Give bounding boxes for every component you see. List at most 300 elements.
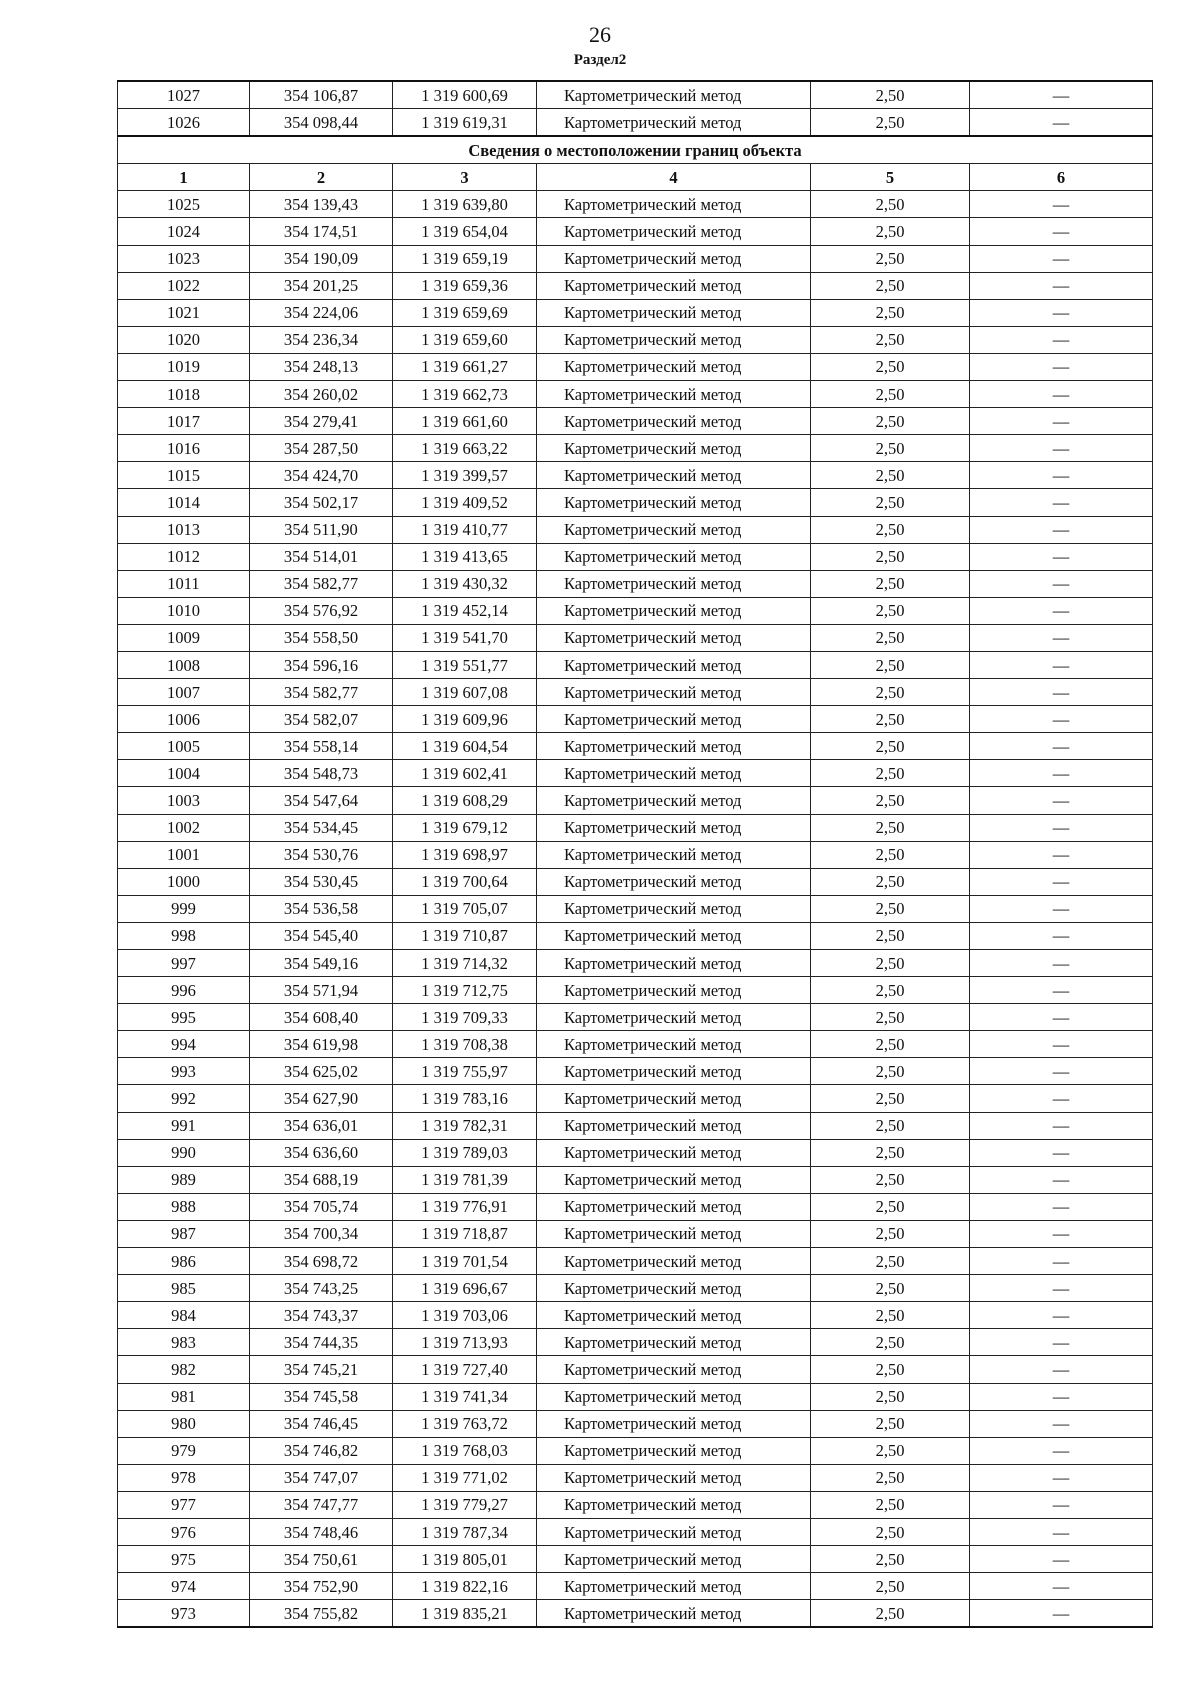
y-coordinate-cell: 1 319 696,67 (393, 1275, 537, 1302)
table-row (118, 868, 1153, 895)
accuracy-cell: 2,50 (811, 272, 970, 299)
table-row (118, 1302, 1153, 1329)
x-coordinate-cell: 354 744,35 (250, 1329, 393, 1356)
point-number-cell: 1012 (118, 543, 250, 570)
description-cell: — (970, 408, 1153, 435)
x-coordinate-cell: 354 627,90 (250, 1085, 393, 1112)
x-coordinate-cell: 354 545,40 (250, 922, 393, 949)
y-coordinate-cell: 1 319 708,38 (393, 1031, 537, 1058)
method-cell: Картометрический метод (537, 1546, 811, 1573)
method-cell: Картометрический метод (537, 1518, 811, 1545)
method-cell: Картометрический метод (537, 1139, 811, 1166)
description-cell: — (970, 489, 1153, 516)
table-row (118, 81, 1153, 109)
point-number-cell: 985 (118, 1275, 250, 1302)
y-coordinate-cell: 1 319 822,16 (393, 1573, 537, 1600)
accuracy-cell: 2,50 (811, 1518, 970, 1545)
method-cell: Картометрический метод (537, 1573, 811, 1600)
y-coordinate-cell: 1 319 663,22 (393, 435, 537, 462)
table-row (118, 1518, 1153, 1545)
point-number-cell: 1003 (118, 787, 250, 814)
table-row (118, 1112, 1153, 1139)
method-cell: Картометрический метод (537, 435, 811, 462)
point-number-cell: 980 (118, 1410, 250, 1437)
method-cell: Картометрический метод (537, 81, 811, 109)
x-coordinate-cell: 354 098,44 (250, 109, 393, 137)
point-number-cell: 988 (118, 1193, 250, 1220)
method-cell: Картометрический метод (537, 1437, 811, 1464)
table-row (118, 1546, 1153, 1573)
table-row (118, 109, 1153, 137)
x-coordinate-cell: 354 248,13 (250, 353, 393, 380)
description-cell: — (970, 1464, 1153, 1491)
point-number-cell: 981 (118, 1383, 250, 1410)
accuracy-cell: 2,50 (811, 381, 970, 408)
description-cell: — (970, 1058, 1153, 1085)
accuracy-cell: 2,50 (811, 1275, 970, 1302)
y-coordinate-cell: 1 319 659,36 (393, 272, 537, 299)
accuracy-cell: 2,50 (811, 1491, 970, 1518)
x-coordinate-cell: 354 636,60 (250, 1139, 393, 1166)
description-cell: — (970, 1356, 1153, 1383)
point-number-cell: 984 (118, 1302, 250, 1329)
description-cell: — (970, 570, 1153, 597)
method-cell: Картометрический метод (537, 381, 811, 408)
method-cell: Картометрический метод (537, 760, 811, 787)
table-row (118, 1166, 1153, 1193)
accuracy-cell: 2,50 (811, 1193, 970, 1220)
x-coordinate-cell: 354 190,09 (250, 245, 393, 272)
point-number-cell: 1002 (118, 814, 250, 841)
y-coordinate-cell: 1 319 805,01 (393, 1546, 537, 1573)
y-coordinate-cell: 1 319 659,69 (393, 299, 537, 326)
accuracy-cell: 2,50 (811, 733, 970, 760)
method-cell: Картометрический метод (537, 814, 811, 841)
description-cell: — (970, 1491, 1153, 1518)
y-coordinate-cell: 1 319 413,65 (393, 543, 537, 570)
point-number-cell: 977 (118, 1491, 250, 1518)
method-cell: Картометрический метод (537, 245, 811, 272)
point-number-cell: 974 (118, 1573, 250, 1600)
description-cell: — (970, 1383, 1153, 1410)
method-cell: Картометрический метод (537, 1275, 811, 1302)
accuracy-cell: 2,50 (811, 435, 970, 462)
point-number-cell: 999 (118, 895, 250, 922)
column-number-cell: 6 (970, 164, 1153, 191)
description-cell: — (970, 1275, 1153, 1302)
x-coordinate-cell: 354 752,90 (250, 1573, 393, 1600)
x-coordinate-cell: 354 582,77 (250, 679, 393, 706)
y-coordinate-cell: 1 319 771,02 (393, 1464, 537, 1491)
accuracy-cell: 2,50 (811, 1464, 970, 1491)
table-row (118, 1383, 1153, 1410)
point-number-cell: 1019 (118, 353, 250, 380)
table-caption: Сведения о местоположении границ объекта (118, 136, 1153, 164)
y-coordinate-cell: 1 319 787,34 (393, 1518, 537, 1545)
accuracy-cell: 2,50 (811, 977, 970, 1004)
point-number-cell: 1025 (118, 191, 250, 218)
point-number-cell: 1020 (118, 326, 250, 353)
x-coordinate-cell: 354 558,14 (250, 733, 393, 760)
accuracy-cell: 2,50 (811, 868, 970, 895)
description-cell: — (970, 1573, 1153, 1600)
method-cell: Картометрический метод (537, 1058, 811, 1085)
table-row (118, 841, 1153, 868)
method-cell: Картометрический метод (537, 706, 811, 733)
description-cell: — (970, 977, 1153, 1004)
table-row (118, 814, 1153, 841)
y-coordinate-cell: 1 319 654,04 (393, 218, 537, 245)
table-row (118, 326, 1153, 353)
y-coordinate-cell: 1 319 541,70 (393, 624, 537, 651)
accuracy-cell: 2,50 (811, 1166, 970, 1193)
accuracy-cell: 2,50 (811, 706, 970, 733)
description-cell: — (970, 353, 1153, 380)
description-cell: — (970, 299, 1153, 326)
accuracy-cell: 2,50 (811, 516, 970, 543)
point-number-cell: 1015 (118, 462, 250, 489)
description-cell: — (970, 245, 1153, 272)
table-row (118, 408, 1153, 435)
method-cell: Картометрический метод (537, 977, 811, 1004)
method-cell: Картометрический метод (537, 1410, 811, 1437)
method-cell: Картометрический метод (537, 895, 811, 922)
table-row (118, 1329, 1153, 1356)
description-cell: — (970, 1546, 1153, 1573)
x-coordinate-cell: 354 619,98 (250, 1031, 393, 1058)
table-row (118, 1085, 1153, 1112)
method-cell: Картометрический метод (537, 624, 811, 651)
point-number-cell: 1009 (118, 624, 250, 651)
description-cell: — (970, 1302, 1153, 1329)
accuracy-cell: 2,50 (811, 814, 970, 841)
description-cell: — (970, 218, 1153, 245)
y-coordinate-cell: 1 319 409,52 (393, 489, 537, 516)
y-coordinate-cell: 1 319 607,08 (393, 679, 537, 706)
y-coordinate-cell: 1 319 659,60 (393, 326, 537, 353)
point-number-cell: 996 (118, 977, 250, 1004)
description-cell: — (970, 1329, 1153, 1356)
y-coordinate-cell: 1 319 604,54 (393, 733, 537, 760)
column-number-row (118, 164, 1153, 191)
y-coordinate-cell: 1 319 698,97 (393, 841, 537, 868)
accuracy-cell: 2,50 (811, 299, 970, 326)
column-number-cell: 4 (537, 164, 811, 191)
x-coordinate-cell: 354 596,16 (250, 651, 393, 678)
y-coordinate-cell: 1 319 768,03 (393, 1437, 537, 1464)
table-row (118, 706, 1153, 733)
y-coordinate-cell: 1 319 679,12 (393, 814, 537, 841)
table-row (118, 624, 1153, 651)
method-cell: Картометрический метод (537, 1491, 811, 1518)
accuracy-cell: 2,50 (811, 489, 970, 516)
method-cell: Картометрический метод (537, 218, 811, 245)
x-coordinate-cell: 354 746,45 (250, 1410, 393, 1437)
boundary-coordinates-table (117, 80, 1153, 1628)
y-coordinate-cell: 1 319 741,34 (393, 1383, 537, 1410)
method-cell: Картометрический метод (537, 1329, 811, 1356)
x-coordinate-cell: 354 571,94 (250, 977, 393, 1004)
description-cell: — (970, 841, 1153, 868)
y-coordinate-cell: 1 319 608,29 (393, 787, 537, 814)
x-coordinate-cell: 354 139,43 (250, 191, 393, 218)
description-cell: — (970, 950, 1153, 977)
y-coordinate-cell: 1 319 709,33 (393, 1004, 537, 1031)
description-cell: — (970, 435, 1153, 462)
table-row (118, 977, 1153, 1004)
method-cell: Картометрический метод (537, 733, 811, 760)
point-number-cell: 982 (118, 1356, 250, 1383)
accuracy-cell: 2,50 (811, 1410, 970, 1437)
point-number-cell: 1001 (118, 841, 250, 868)
x-coordinate-cell: 354 530,45 (250, 868, 393, 895)
point-number-cell: 1021 (118, 299, 250, 326)
table-row (118, 516, 1153, 543)
table-body (118, 81, 1153, 1627)
y-coordinate-cell: 1 319 410,77 (393, 516, 537, 543)
method-cell: Картометрический метод (537, 326, 811, 353)
method-cell: Картометрический метод (537, 191, 811, 218)
description-cell: — (970, 543, 1153, 570)
accuracy-cell: 2,50 (811, 1058, 970, 1085)
method-cell: Картометрический метод (537, 272, 811, 299)
table-row (118, 272, 1153, 299)
accuracy-cell: 2,50 (811, 787, 970, 814)
table-row (118, 1058, 1153, 1085)
method-cell: Картометрический метод (537, 1004, 811, 1031)
method-cell: Картометрический метод (537, 543, 811, 570)
table-row (118, 435, 1153, 462)
table-row (118, 1437, 1153, 1464)
column-number-cell: 2 (250, 164, 393, 191)
description-cell: — (970, 462, 1153, 489)
method-cell: Картометрический метод (537, 299, 811, 326)
accuracy-cell: 2,50 (811, 679, 970, 706)
x-coordinate-cell: 354 260,02 (250, 381, 393, 408)
description-cell: — (970, 895, 1153, 922)
description-cell: — (970, 1248, 1153, 1275)
point-number-cell: 978 (118, 1464, 250, 1491)
method-cell: Картометрический метод (537, 1383, 811, 1410)
y-coordinate-cell: 1 319 399,57 (393, 462, 537, 489)
description-cell: — (970, 1112, 1153, 1139)
y-coordinate-cell: 1 319 602,41 (393, 760, 537, 787)
table-row (118, 1004, 1153, 1031)
point-number-cell: 998 (118, 922, 250, 949)
x-coordinate-cell: 354 549,16 (250, 950, 393, 977)
description-cell: — (970, 787, 1153, 814)
x-coordinate-cell: 354 743,37 (250, 1302, 393, 1329)
accuracy-cell: 2,50 (811, 1546, 970, 1573)
point-number-cell: 1016 (118, 435, 250, 462)
method-cell: Картометрический метод (537, 353, 811, 380)
point-number-cell: 1014 (118, 489, 250, 516)
point-number-cell: 1024 (118, 218, 250, 245)
x-coordinate-cell: 354 174,51 (250, 218, 393, 245)
method-cell: Картометрический метод (537, 841, 811, 868)
description-cell: — (970, 1031, 1153, 1058)
point-number-cell: 1022 (118, 272, 250, 299)
accuracy-cell: 2,50 (811, 624, 970, 651)
table-row (118, 1248, 1153, 1275)
point-number-cell: 1005 (118, 733, 250, 760)
y-coordinate-cell: 1 319 727,40 (393, 1356, 537, 1383)
description-cell: — (970, 1139, 1153, 1166)
x-coordinate-cell: 354 748,46 (250, 1518, 393, 1545)
accuracy-cell: 2,50 (811, 543, 970, 570)
table-row (118, 570, 1153, 597)
accuracy-cell: 2,50 (811, 408, 970, 435)
accuracy-cell: 2,50 (811, 326, 970, 353)
y-coordinate-cell: 1 319 609,96 (393, 706, 537, 733)
method-cell: Картометрический метод (537, 922, 811, 949)
table-row (118, 1573, 1153, 1600)
x-coordinate-cell: 354 502,17 (250, 489, 393, 516)
accuracy-cell: 2,50 (811, 1383, 970, 1410)
x-coordinate-cell: 354 608,40 (250, 1004, 393, 1031)
method-cell: Картометрический метод (537, 570, 811, 597)
y-coordinate-cell: 1 319 713,93 (393, 1329, 537, 1356)
description-cell: — (970, 1193, 1153, 1220)
accuracy-cell: 2,50 (811, 109, 970, 137)
point-number-cell: 1007 (118, 679, 250, 706)
description-cell: — (970, 814, 1153, 841)
description-cell: — (970, 1410, 1153, 1437)
point-number-cell: 973 (118, 1600, 250, 1628)
method-cell: Картометрический метод (537, 1112, 811, 1139)
method-cell: Картометрический метод (537, 408, 811, 435)
accuracy-cell: 2,50 (811, 760, 970, 787)
table-row (118, 787, 1153, 814)
table-row (118, 1275, 1153, 1302)
table-row (118, 1410, 1153, 1437)
table-row (118, 489, 1153, 516)
point-number-cell: 1023 (118, 245, 250, 272)
description-cell: — (970, 1518, 1153, 1545)
method-cell: Картометрический метод (537, 1193, 811, 1220)
point-number-cell: 979 (118, 1437, 250, 1464)
accuracy-cell: 2,50 (811, 1437, 970, 1464)
x-coordinate-cell: 354 705,74 (250, 1193, 393, 1220)
y-coordinate-cell: 1 319 782,31 (393, 1112, 537, 1139)
accuracy-cell: 2,50 (811, 191, 970, 218)
method-cell: Картометрический метод (537, 950, 811, 977)
table-row (118, 1220, 1153, 1247)
method-cell: Картометрический метод (537, 679, 811, 706)
table-row (118, 895, 1153, 922)
point-number-cell: 976 (118, 1518, 250, 1545)
method-cell: Картометрический метод (537, 516, 811, 543)
accuracy-cell: 2,50 (811, 1302, 970, 1329)
y-coordinate-cell: 1 319 763,72 (393, 1410, 537, 1437)
table-row (118, 1491, 1153, 1518)
point-number-cell: 1008 (118, 651, 250, 678)
accuracy-cell: 2,50 (811, 245, 970, 272)
method-cell: Картометрический метод (537, 787, 811, 814)
point-number-cell: 1013 (118, 516, 250, 543)
table-caption-row (118, 136, 1153, 164)
method-cell: Картометрический метод (537, 1220, 811, 1247)
y-coordinate-cell: 1 319 718,87 (393, 1220, 537, 1247)
point-number-cell: 986 (118, 1248, 250, 1275)
method-cell: Картометрический метод (537, 868, 811, 895)
method-cell: Картометрический метод (537, 1356, 811, 1383)
x-coordinate-cell: 354 688,19 (250, 1166, 393, 1193)
x-coordinate-cell: 354 750,61 (250, 1546, 393, 1573)
accuracy-cell: 2,50 (811, 895, 970, 922)
table-row (118, 922, 1153, 949)
table-row (118, 1193, 1153, 1220)
table-row (118, 462, 1153, 489)
description-cell: — (970, 597, 1153, 624)
method-cell: Картометрический метод (537, 1464, 811, 1491)
table-row (118, 299, 1153, 326)
point-number-cell: 1010 (118, 597, 250, 624)
point-number-cell: 987 (118, 1220, 250, 1247)
accuracy-cell: 2,50 (811, 1139, 970, 1166)
y-coordinate-cell: 1 319 430,32 (393, 570, 537, 597)
y-coordinate-cell: 1 319 776,91 (393, 1193, 537, 1220)
description-cell: — (970, 922, 1153, 949)
x-coordinate-cell: 354 755,82 (250, 1600, 393, 1628)
accuracy-cell: 2,50 (811, 218, 970, 245)
table-row (118, 1356, 1153, 1383)
point-number-cell: 1011 (118, 570, 250, 597)
table-row (118, 191, 1153, 218)
accuracy-cell: 2,50 (811, 1031, 970, 1058)
x-coordinate-cell: 354 743,25 (250, 1275, 393, 1302)
description-cell: — (970, 191, 1153, 218)
accuracy-cell: 2,50 (811, 1356, 970, 1383)
description-cell: — (970, 760, 1153, 787)
accuracy-cell: 2,50 (811, 841, 970, 868)
method-cell: Картометрический метод (537, 1031, 811, 1058)
accuracy-cell: 2,50 (811, 1112, 970, 1139)
accuracy-cell: 2,50 (811, 950, 970, 977)
table-row (118, 950, 1153, 977)
x-coordinate-cell: 354 625,02 (250, 1058, 393, 1085)
method-cell: Картометрический метод (537, 1302, 811, 1329)
accuracy-cell: 2,50 (811, 1220, 970, 1247)
y-coordinate-cell: 1 319 662,73 (393, 381, 537, 408)
y-coordinate-cell: 1 319 659,19 (393, 245, 537, 272)
x-coordinate-cell: 354 534,45 (250, 814, 393, 841)
method-cell: Картометрический метод (537, 1600, 811, 1628)
column-number-cell: 5 (811, 164, 970, 191)
y-coordinate-cell: 1 319 712,75 (393, 977, 537, 1004)
table-row (118, 1139, 1153, 1166)
point-number-cell: 991 (118, 1112, 250, 1139)
y-coordinate-cell: 1 319 705,07 (393, 895, 537, 922)
x-coordinate-cell: 354 745,58 (250, 1383, 393, 1410)
y-coordinate-cell: 1 319 701,54 (393, 1248, 537, 1275)
accuracy-cell: 2,50 (811, 1329, 970, 1356)
x-coordinate-cell: 354 698,72 (250, 1248, 393, 1275)
x-coordinate-cell: 354 746,82 (250, 1437, 393, 1464)
y-coordinate-cell: 1 319 703,06 (393, 1302, 537, 1329)
method-cell: Картометрический метод (537, 651, 811, 678)
y-coordinate-cell: 1 319 781,39 (393, 1166, 537, 1193)
x-coordinate-cell: 354 547,64 (250, 787, 393, 814)
accuracy-cell: 2,50 (811, 922, 970, 949)
description-cell: — (970, 679, 1153, 706)
y-coordinate-cell: 1 319 835,21 (393, 1600, 537, 1628)
x-coordinate-cell: 354 511,90 (250, 516, 393, 543)
accuracy-cell: 2,50 (811, 597, 970, 624)
description-cell: — (970, 1437, 1153, 1464)
x-coordinate-cell: 354 279,41 (250, 408, 393, 435)
x-coordinate-cell: 354 558,50 (250, 624, 393, 651)
